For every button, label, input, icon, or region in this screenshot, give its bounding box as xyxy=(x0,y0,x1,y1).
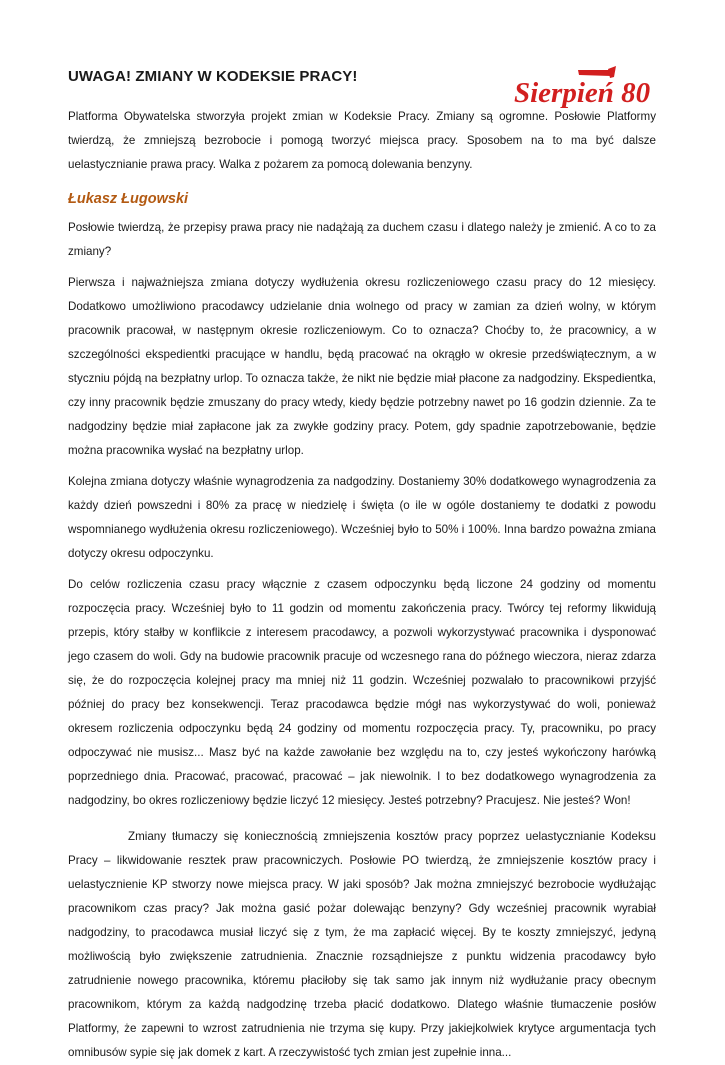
paragraph-3: Kolejna zmiana dotyczy właśnie wynagrodzenia za nadgodziny. Dostaniemy 30% dodatkowego wynagrodzenia za każdy dzień powszedni i 80% za pracę w niedzielę i święta (o ile w ogóle dostaniemy te dodatki z powodu wspomnianego wydłużenia okresu rozliczeniowego). Wcześniej było to 50% i 100%. Inna bardzo poważna zmiana dotyczy okresu odpoczynku. xyxy=(68,475,656,560)
paragraph-1: Posłowie twierdzą, że przepisy prawa pracy nie nadążają za duchem czasu i dlatego należy je zmienić. A co to za zmiany? xyxy=(68,221,656,258)
author-name: Łukasz Ługowski xyxy=(68,191,189,207)
page-title: UWAGA! ZMIANY W KODEKSIE PRACY! xyxy=(68,68,358,85)
intro-paragraph: Platforma Obywatelska stworzyła projekt zmian w Kodeksie Pracy. Zmiany są ogromne. Posłowie Platformy twierdzą, że zmniejszą bezrobocie i pomogą tworzyć miejsca pracy. Sposobem na to ma być dalsze uelastycznianie prawa pracy. Walka z pożarem za pomocą dolewania benzyny. xyxy=(68,110,656,171)
paragraph-2: Pierwsza i najważniejsza zmiana dotyczy wydłużenia okresu rozliczeniowego czasu pracy do 12 miesięcy. Dodatkowo umożliwiono pracodawcy udzielanie dnia wolnego od pracy w zamian za dzień wolny, w którym pracownik pracował, w następnym okresie rozliczeniowym. Co to oznacza? Choćby to, że pracownicy, a w szczególności ekspedientki pracujące w handlu, będą pracować na okrągło w okresie przedświątecznym, a w styczniu pójdą na bezpłatny urlop. To oznacza także, że nikt nie będzie miał płacone za nadgodziny. Ekspedientka, czy inny pracownik będzie zmuszany do pracy wtedy, kiedy będzie potrzebny nawet po 16 godzin dziennie. Za te nadgodziny będzie miał zapłacone jak za zwykłe godziny pracy. Potem, gdy spadnie zapotrzebowanie, będzie można pracownika wysłać na bezpłatny urlop. xyxy=(68,276,656,457)
logo-text: Sierpień 80 xyxy=(514,77,651,109)
document-page xyxy=(68,64,656,1065)
paragraph-4: Do celów rozliczenia czasu pracy włącznie z czasem odpoczynku będą liczone 24 godziny od momentu rozpoczęcia pracy. Wcześniej było to 11 godzin od momentu zakończenia pracy. Twórcy tej reformy likwidują przepis, który stałby w konflikcie z interesem pracodawcy, a pozwoli wykorzystywać pracownika i dysponować jego czasem do woli. Gdy na budowie pracownik pracuje od wczesnego rana do późnego wieczora, nieraz zdarza się, że do rozpoczęcia kolejnej pracy ma mniej niż 11 godzin. Wcześniej pozwalało to pracownikowi przyjść później do pracy bez konsekwencji. Teraz pracodawca będzie mógł nas wykorzystywać do woli, ponieważ okresem rozliczenia odpoczynku będą 24 godziny od momentu rozpoczęcia pracy. Ty, pracowniku, po pracy odpoczywać nie musisz... Masz być na każde zawołanie bez względu na to, czy jesteś wykończony harówką poprzedniego dnia. Pracować, pracować, pracować – jak niewolnik. I to bez dodatkowego wynagrodzenia za nadgodziny, bo okres rozliczeniowy będzie liczyć 12 miesięcy. Jesteś potrzebny? Pracujesz. Nie jesteś? Won! xyxy=(68,578,656,807)
paragraph-5: Zmiany tłumaczy się koniecznością zmniejszenia kosztów pracy poprzez uelastycznianie Kodeksu Pracy – likwidowanie resztek praw pracowniczych. Posłowie PO twierdzą, że zmniejszenie kosztów pracy i uelastycznienie KP stworzy nowe miejsca pracy. W jaki sposób? Jak można zmniejszyć bezrobocie wydłużając pracownikom czas pracy? Jak można gasić pożar dolewając benzyny? Gdy wcześniej pracownik wyrabiał nadgodziny, to pracodawca musiał liczyć się z tym, że ma zapłacić więcej. By te koszty zmniejszyć, jedyną możliwością było zwiększenie zatrudnienia. Znacznie rozsądniejsze z punktu widzenia pracodawcy było zatrudnienie nowego pracownika, któremu płaciłoby się tak samo jak innym niż wydłużanie pracy obecnym pracownikom, którym za każdą nadgodzinę trzeba płacić dodatkowo. Dlatego właśnie tłumaczenie posłów Platformy, że zapewni to wzrost zatrudnienia nie trzyma się kupy. Przy jakiejkolwiek krytyce argumentacja tych omnibusów sypie się jak domek z kart. A rzeczywistość tych zmian jest zupełnie inna... xyxy=(68,830,656,1059)
